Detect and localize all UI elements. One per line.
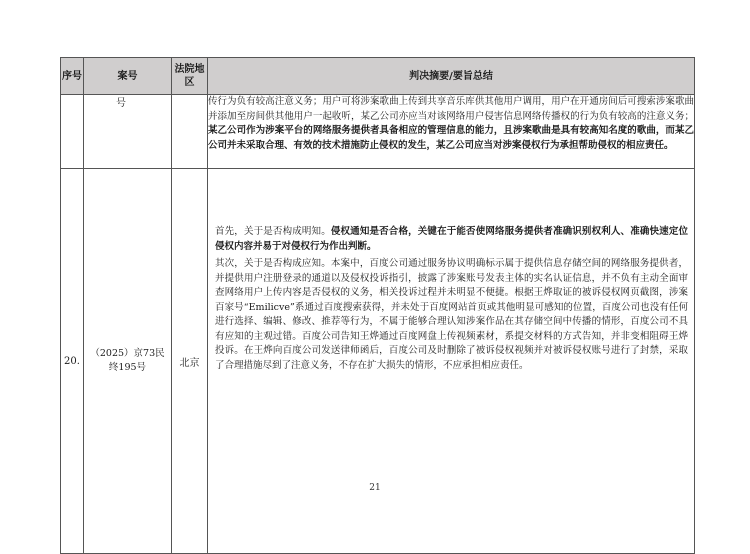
table-row-continued: [61, 95, 695, 169]
header-index: 序号: [61, 58, 84, 95]
summary-continued-bold-text: 某乙公司作为涉案平台的网络服务提供者具备相应的管理信息的能力，且涉案歌曲是具有较高知名度的歌曲，而某乙公司并未采取合理、有效的技术措施防止侵权的发生，某乙公司应当对涉案侵权行为承担帮助侵权的相应责任。: [208, 125, 694, 151]
page-number: 21: [369, 483, 381, 493]
summary-paragraph-should-know: 其次，关于是否构成应知。本案中，百度公司通过服务协议明确标示属于提供信息存储空间的网络服务提供者，并提供用户注册登录的通道以及侵权投诉指引，披露了涉案账号发表主体的实名认证信息，并不负有主动全面审查网络用户上传内容是否侵权的义务，相关投诉过程并未明显不便捷。根据王烨取证的被诉侵权网页截图，涉案百家号“Emilicve”系通过百度搜索获得，并未处于百度网站首页或其他明显可感知的位置，百度公司也没有任何进行选择、编辑、修改、推荐等行为，不属于能够合理认知涉案作品在其存储空间中传播的情形，百度公司不具有应知的主观过错。百度公司告知王烨通过百度网盘上传视频素材，系提交材料的方式告知，并非变相阻碍王烨投诉。在王烨向百度公司发送律师函后，百度公司及时删除了被诉侵权视频并对被诉侵权账号进行了封禁，采取了合理措施尽到了注意义务，不存在扩大损失的情形，不应承担相应责任。: [215, 258, 688, 371]
case-no-tail: 号: [116, 98, 126, 109]
cell-court: 北京: [172, 169, 208, 554]
header-court: 法院地区: [172, 58, 208, 95]
table-header-row: [61, 58, 695, 95]
summary-continued-text: 传行为负有较高注意义务；用户可将涉案歌曲上传到共享音乐库供其他用户调用，用户在开通房间后可搜索涉案歌曲并添加至房间供其他用户一起收听，某乙公司亦应当对该网络用户侵害信息网络传播权的行为负有较高的注意义务；: [208, 96, 694, 122]
cell-case-no: [84, 169, 172, 554]
cell-index-continued: [61, 95, 84, 169]
summary-continued-paragraph: [208, 95, 694, 153]
cell-case-no-continued: [84, 95, 172, 169]
summary-paragraph-knowledge: [215, 225, 688, 254]
cell-summary-continued: [208, 95, 695, 169]
case-number: （2025）京73民终195号: [90, 348, 165, 373]
header-case-no: 案号: [84, 58, 172, 95]
case-summary-table: [60, 57, 695, 554]
header-summary: 判决摘要/要旨总结: [208, 58, 695, 95]
cell-summary: [208, 169, 695, 554]
cell-court-continued: [172, 95, 208, 169]
summary-para1-text: 首先，关于是否构成明知。: [215, 226, 331, 237]
cell-index: 20.: [61, 169, 84, 554]
summary-para1-bold-text: 侵权通知是否合格，关键在于能否使网络服务提供者准确识别权利人、准确快速定位侵权内容并易于对侵权行为作出判断。: [215, 226, 688, 252]
table-row-20: [61, 169, 695, 554]
